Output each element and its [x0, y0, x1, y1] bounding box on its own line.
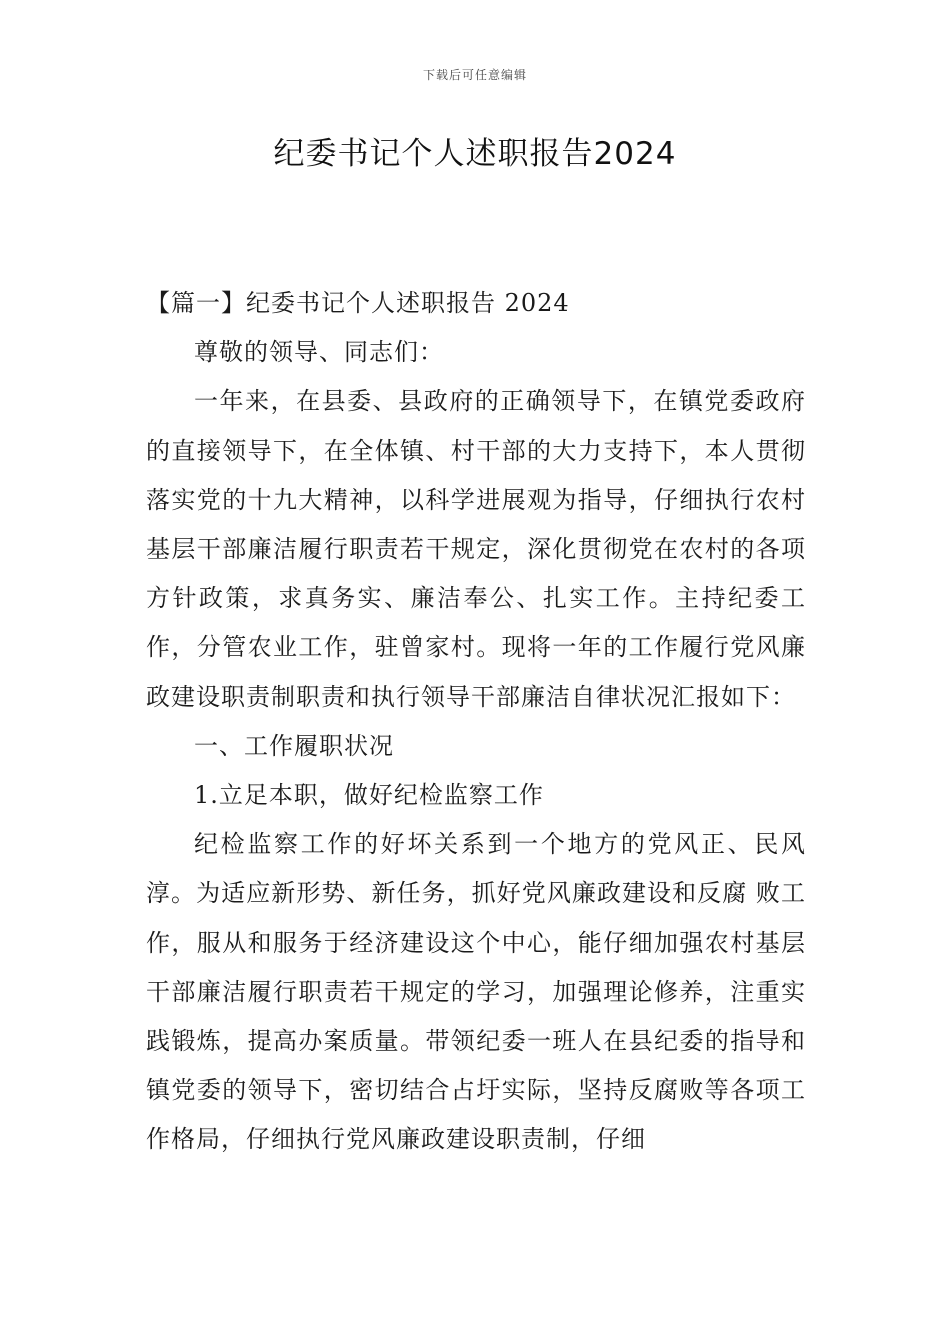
intro-paragraph: 一年来，在县委、县政府的正确领导下，在镇党委政府的直接领导下，在全体镇、村干部的大力支持下，本人贯彻落实党的十九大精神，以科学进展观为指导，仔细执行农村基层干部廉洁履行职责若干规定，深化贯彻党在农村的各项方针政策，求真务实、廉洁奉公、扎实工作。主持纪委工作，分管农业工作，驻曾家村。现将一年的工作履行党风廉政建设职责制职责和执行领导干部廉洁自律状况汇报如下：	[146, 387, 806, 711]
header-note: 下载后可任意编辑	[422, 68, 527, 82]
salutation-paragraph: 尊敬的领导、同志们：	[194, 338, 444, 367]
subsection-one-heading: 1.立足本职，做好纪检监察工作	[194, 781, 544, 810]
document-title: 纪委书记个人述职报告2024	[273, 136, 677, 172]
section-heading: 【篇一】纪委书记个人述职报告 2024	[146, 289, 570, 317]
section-one-heading: 一、工作履职状况	[194, 731, 394, 760]
document-body	[146, 279, 806, 1165]
discipline-work-paragraph: 纪检监察工作的好坏关系到一个地方的党风正、民风淳。为适应新形势、新任务，抓好党风廉政建设和反腐 败工作，服从和服务于经济建设这个中心，能仔细加强农村基层干部廉洁履行职责若干规定的学习，加强理论修养，注重实践锻炼，提高办案质量。带领纪委一班人在县纪委的指导和镇党委的领导下，密切结合占圩实际，坚持反腐败等各项工作格局，仔细执行党风廉政建设职责制，仔细	[146, 830, 806, 1154]
